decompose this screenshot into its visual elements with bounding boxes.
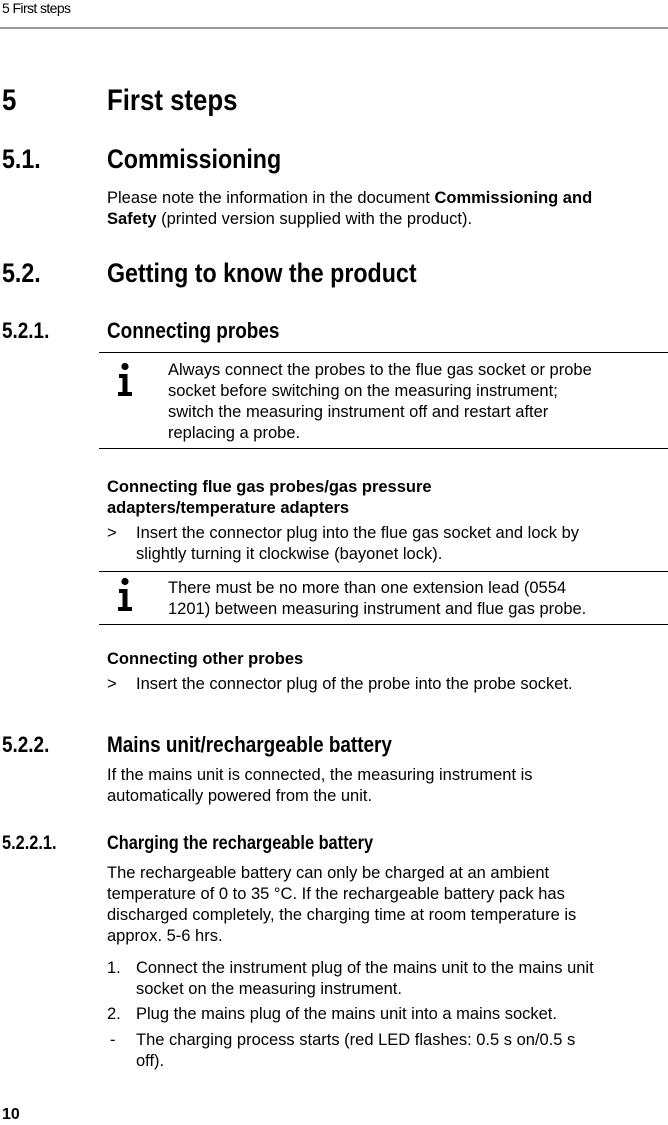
paragraph-line: If the mains unit is connected, the measuring instrument is: [107, 766, 533, 784]
chapter-title: First steps: [107, 84, 238, 117]
page-number: 10: [2, 1106, 20, 1123]
chapter-number: 5: [2, 84, 17, 117]
note-top-rule: [99, 571, 668, 572]
section-5-2-2-1-number: 5.2.2.1.: [2, 833, 57, 854]
subheading-line: Connecting flue gas probes/gas pressure: [107, 478, 432, 496]
step-line: off).: [136, 1052, 165, 1070]
step-line: Plug the mains plug of the mains unit into a mains socket.: [136, 1005, 557, 1023]
note-line: replacing a probe.: [168, 424, 301, 442]
running-head: 5 First steps: [2, 0, 71, 16]
note-line: There must be no more than one extension lead (0554: [168, 579, 567, 597]
section-5-1-number: 5.1.: [2, 144, 41, 174]
section-5-2-2-number: 5.2.2.: [2, 732, 50, 757]
mains-unit-paragraph: [107, 765, 663, 807]
paragraph-line: automatically powered from the unit.: [107, 787, 373, 805]
step-connect-instrument-plug: [136, 958, 664, 1000]
step-line: Connect the instrument plug of the mains unit to the mains unit: [136, 959, 594, 977]
note-extension-lead: [168, 578, 664, 620]
step-plug-mains: [136, 1004, 664, 1025]
step-line: socket on the measuring instrument.: [136, 980, 402, 998]
paragraph-line: approx. 5-6 hrs.: [107, 927, 223, 945]
subheading-flue-gas-probes: [107, 477, 663, 519]
note-line: socket before switching on the measuring instrument;: [168, 382, 558, 400]
doc-title-bold: Commissioning and: [434, 189, 593, 207]
section-5-2-1-number: 5.2.1.: [2, 318, 50, 343]
subheading-line: adapters/temperature adapters: [107, 499, 350, 517]
step-line: The charging process starts (red LED flashes: 0.5 s on/0.5 s: [136, 1031, 576, 1049]
note-line: Always connect the probes to the flue gas socket or probe: [168, 361, 592, 379]
step-line: Insert the connector plug into the flue gas socket and lock by: [136, 524, 580, 542]
step-insert-flue-gas: [136, 523, 664, 565]
section-5-2-1-title: Connecting probes: [107, 318, 280, 343]
section-5-2-number: 5.2.: [2, 258, 41, 288]
paragraph-line: discharged completely, the charging time at room temperature is: [107, 906, 577, 924]
section-5-2-title: Getting to know the product: [107, 258, 417, 288]
step-insert-other-probe: Insert the connector plug of the probe into the probe socket.: [136, 675, 573, 693]
note-bottom-rule: [99, 448, 668, 449]
step-marker: >: [107, 524, 117, 542]
info-icon: [115, 362, 135, 398]
step-marker: >: [107, 675, 117, 693]
charging-paragraph: [107, 863, 663, 947]
text-run: (printed version supplied with the product).: [156, 210, 473, 228]
note-line: 1201) between measuring instrument and flue gas probe.: [168, 600, 587, 618]
section-5-1-title: Commissioning: [107, 144, 282, 174]
note-top-rule: [99, 352, 668, 353]
info-icon: [115, 577, 135, 613]
note-line: switch the measuring instrument off and restart after: [168, 403, 549, 421]
section-5-2-2-1-title: Charging the rechargeable battery: [107, 833, 374, 854]
text-run: Please note the information in the document: [107, 189, 435, 207]
header-rule: [0, 27, 668, 29]
note-bottom-rule: [99, 624, 668, 625]
paragraph-line: The rechargeable battery can only be charged at an ambient: [107, 864, 550, 882]
section-5-2-2-title: Mains unit/rechargeable battery: [107, 732, 392, 757]
commissioning-paragraph: [107, 188, 663, 230]
step-line: slightly turning it clockwise (bayonet lock).: [136, 545, 443, 563]
doc-title-bold: Safety: [107, 210, 157, 228]
step-number: 2.: [107, 1005, 121, 1023]
paragraph-line: temperature of 0 to 35 °C. If the rechargeable battery pack has: [107, 885, 565, 903]
subheading-other-probes: Connecting other probes: [107, 650, 304, 668]
result-marker: -: [110, 1031, 116, 1049]
note-connect-probes: [168, 360, 664, 444]
result-charging-starts: [136, 1030, 664, 1072]
step-number: 1.: [107, 959, 121, 977]
